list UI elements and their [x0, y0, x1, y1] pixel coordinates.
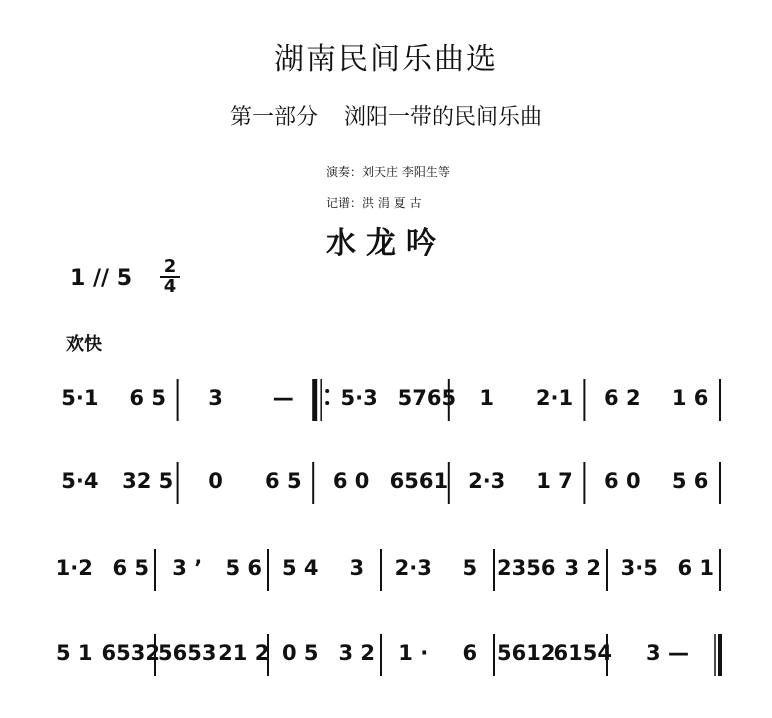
repeat-dot: [325, 389, 329, 393]
score-measure: [61, 386, 166, 410]
score-token: 5765: [397, 386, 457, 410]
transcribers-credit: 记谱：洪 涓 夏 古: [326, 196, 422, 210]
score-measure: [479, 386, 573, 410]
score-token: 3 ’: [172, 556, 203, 580]
score-token: 1·2: [55, 556, 93, 580]
score-token: 21 2: [218, 641, 270, 665]
score-token: 5 6: [225, 556, 263, 580]
score-token: 3: [349, 556, 365, 580]
score-token: 5 1: [55, 641, 93, 665]
score-measure: [61, 469, 173, 493]
score-token: 6 2: [604, 386, 641, 410]
score-token: 3 —: [646, 641, 689, 665]
score-token: 3: [208, 386, 223, 410]
score-measure: [398, 641, 477, 665]
time-signature-top: 2: [163, 256, 177, 277]
score-token: 3 2: [338, 641, 376, 665]
score-token: 3 2: [564, 556, 602, 580]
score-token: 1: [479, 386, 495, 410]
score-token: 5·3: [340, 386, 378, 410]
section-part: 第一部分: [229, 105, 318, 130]
score-token: 2·1: [535, 386, 574, 410]
score-token: 5 4: [281, 556, 319, 580]
score-measure: [56, 641, 160, 665]
score-token: 6 5: [265, 469, 302, 493]
key-signature: 1 // 5: [70, 266, 133, 291]
performers-credit: 演奏：刘天庄 李阳生等: [326, 165, 450, 179]
score-token: 1 ·: [398, 641, 429, 665]
score-token: 6532: [101, 641, 160, 665]
score-measure: [172, 556, 262, 580]
score-measure: [282, 641, 375, 665]
section-region-title: 浏阳一带的民间乐曲: [344, 105, 543, 130]
score-token: 1 6: [671, 386, 709, 410]
score-measure: [497, 556, 601, 580]
score-token: 6561: [389, 469, 449, 493]
score-measure: [282, 556, 364, 580]
score-measure: [604, 469, 708, 493]
score-measure: [56, 556, 149, 580]
score-token: 6 1: [677, 556, 715, 580]
score-token: 6 0: [332, 469, 370, 493]
score-measure: [468, 469, 573, 493]
score-token: 5653: [158, 641, 217, 665]
score-token: 5·4: [61, 469, 99, 493]
score-token: 6: [462, 641, 478, 665]
score-measure: [497, 641, 612, 665]
score-measure: [621, 556, 714, 580]
score-token: 0: [208, 469, 223, 493]
score-measure: [208, 469, 301, 493]
score-token: 5·1: [61, 386, 99, 410]
tempo-marking: 欢快: [66, 334, 102, 355]
score-measure: [395, 556, 477, 580]
score-token: 6 5: [129, 386, 166, 410]
score-token: 6 0: [604, 469, 641, 493]
score-token: 3·5: [620, 556, 658, 580]
score-token: 32 5: [122, 469, 174, 493]
score-token: 6 5: [112, 556, 150, 580]
score-token: 5: [462, 556, 478, 580]
score-measure: [604, 386, 708, 410]
time-signature-bottom: 4: [160, 276, 180, 296]
score-token: 5612: [497, 641, 556, 665]
repeat-dot: [325, 401, 329, 405]
score-token: —: [272, 386, 294, 410]
score-token: 2·3: [394, 556, 432, 580]
score-token: 1 7: [536, 469, 573, 493]
score-token: 0 5: [281, 641, 319, 665]
score-measure: [333, 469, 448, 493]
score-measure: [158, 641, 269, 665]
score-token: 6154: [553, 641, 612, 665]
score-measure: [208, 386, 294, 410]
score-token: 5 6: [671, 469, 709, 493]
score-measure: [646, 641, 689, 665]
score-token: 2356: [497, 556, 556, 580]
collection-title: 湖南民间乐曲选: [274, 42, 498, 77]
piece-title: 水龙吟: [326, 226, 446, 261]
score-token: 2·3: [468, 469, 506, 493]
score-measure: [340, 386, 456, 410]
